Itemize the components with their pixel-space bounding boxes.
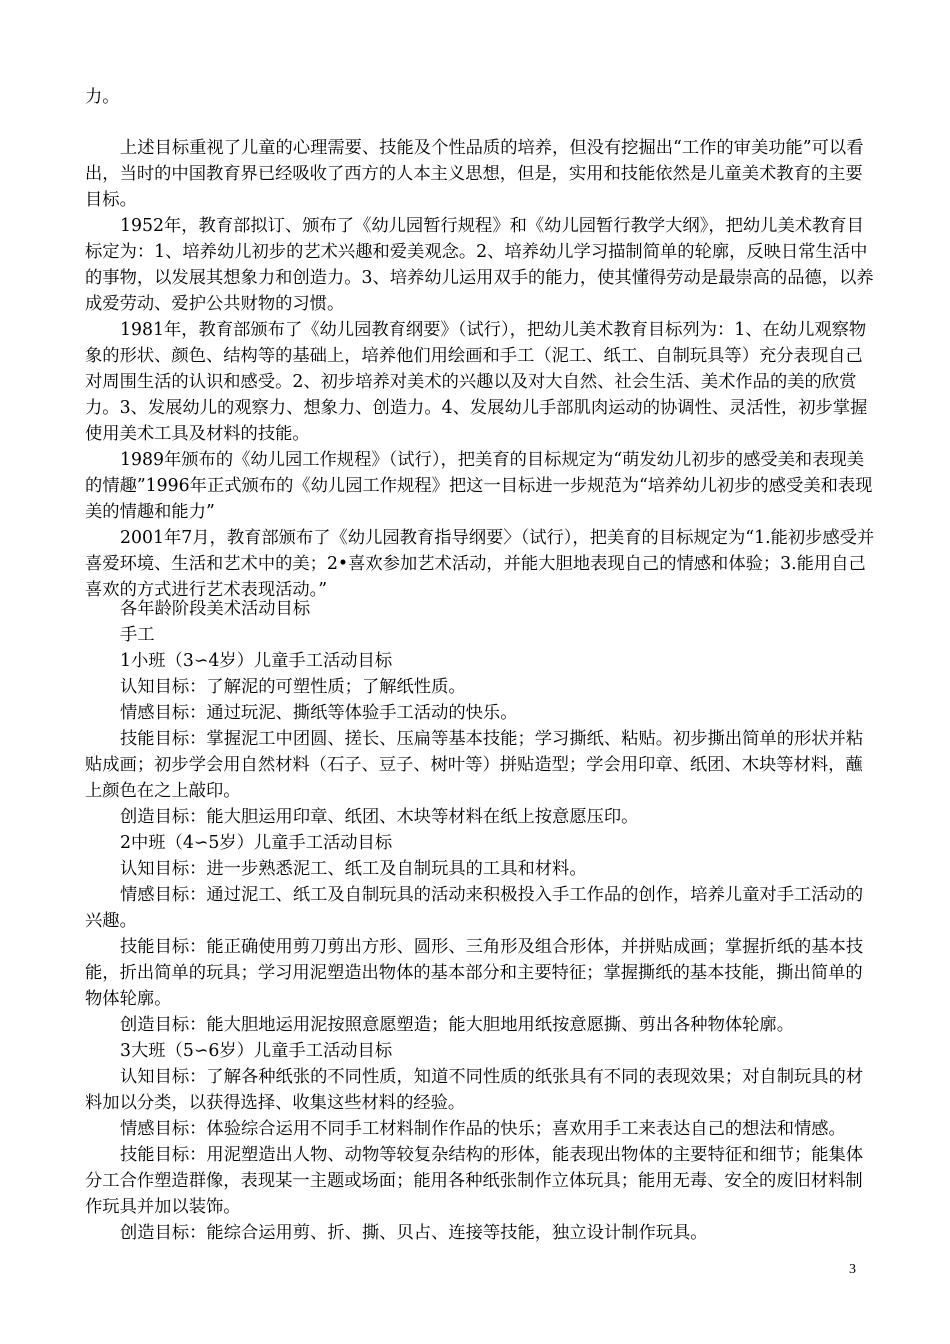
section-title: 各年龄阶段美术活动目标 <box>120 599 311 619</box>
large-class-creative: 创造目标：能综合运用剪、折、撕、贝占、连接等技能，独立设计制作玩具。 <box>120 1223 708 1243</box>
small-class-cognitive: 认知目标：了解泥的可塑性质；了解纸性质。 <box>120 677 466 697</box>
paragraph-continuation: 力。 <box>85 87 120 107</box>
large-class-heading: 3大班（5∽6岁）儿童手工活动目标 <box>120 1041 393 1061</box>
middle-class-emotional: 情感目标：通过泥工、纸工及自制玩具的活动来积极投入手工作品的创作，培养儿童对手工活动的兴趣。 <box>85 885 864 931</box>
small-class-heading: 1小班（3∽4岁）儿童手工活动目标 <box>120 651 393 671</box>
section-subtitle: 手工 <box>120 625 155 645</box>
paragraph-1952: 1952年，教育部拟订、颁布了《幼儿园暂行规程》和《幼儿园暂行教学大纲》，把幼儿美术教育目标定为：1、培养幼儿初步的艺术兴趣和爱美观念。2、培养幼儿学习描制简单的轮廓，反映日常生活中的事物，以发展其想象力和创造力。3、培养幼儿运用双手的能力，使其懂得劳动是最崇高的品德，以养成爱劳动、爱护公共财物的习惯。 <box>85 216 874 314</box>
middle-class-cognitive: 认知目标：进一步熟悉泥工、纸工及自制玩具的工具和材料。 <box>120 859 587 879</box>
small-class-creative: 创造目标：能大胆运用印章、纸团、木块等材料在纸上按意愿压印。 <box>120 807 639 827</box>
middle-class-creative: 创造目标：能大胆地运用泥按照意愿塑造；能大胆地用纸按意愿撕、剪出各种物体轮廓。 <box>120 1015 794 1035</box>
small-class-emotional: 情感目标：通过玩泥、撕纸等体验手工活动的快乐。 <box>120 703 518 723</box>
middle-class-skill: 技能目标：能正确使用剪刀剪出方形、圆形、三角形及组合形体，并拼贴成画；掌握折纸的基本技能，折出简单的玩具；学习用泥塑造出物体的基本部分和主要特征；掌握撕纸的基本技能，撕出简单的物体轮廓。 <box>85 937 864 1009</box>
large-class-emotional: 情感目标：体验综合运用不同手工材料制作作品的快乐；喜欢用手工来表达自己的想法和情感。 <box>120 1119 846 1139</box>
paragraph-1989: 1989年颁布的《幼儿园工作规程》（试行），把美育的目标规定为“萌发幼儿初步的感受美和表现美的情趣”1996年正式颁布的《幼儿园工作规程》把这一目标进一步规范为“培养幼儿初步的感受美和表现美的情趣和能力” <box>85 450 873 522</box>
page-number: 3 <box>849 1262 856 1277</box>
middle-class-heading: 2中班（4∽5岁）儿童手工活动目标 <box>120 833 393 853</box>
paragraph-1981: 1981年，教育部颁布了《幼儿园教育纲要》（试行），把幼儿美术教育目标列为：1、在幼儿观察物象的形状、颜色、结构等的基础上，培养他们用绘画和手工（泥工、纸工、自制玩具等）充分表现自己对周围生活的认识和感受。2、初步培养对美术的兴趣以及对大自然、社会生活、美术作品的美的欣赏力。3、发展幼儿的观察力、想象力、创造力。4、发展幼儿手部肌肉运动的协调性、灵活性，初步掌握使用美术工具及材料的技能。 <box>85 320 868 444</box>
large-class-skill: 技能目标：用泥塑造出人物、动物等较复杂结构的形体，能表现出物体的主要特征和细节；能集体分工合作塑造群像，表现某一主题或场面；能用各种纸张制作立体玩具；能用无毒、安全的废旧材料制作玩具并加以装饰。 <box>85 1145 864 1217</box>
paragraph-summary: 上述目标重视了儿童的心理需要、技能及个性品质的培养，但没有挖掘出“工作的审美功能”可以看出，当时的中国教育界已经吸收了西方的人本主义思想，但是，实用和技能依然是儿童美术教育的主要目标。 <box>85 138 864 210</box>
large-class-cognitive: 认知目标：了解各种纸张的不同性质，知道不同性质的纸张具有不同的表现效果；对自制玩具的材料加以分类，以获得选择、收集这些材料的经验。 <box>85 1067 864 1113</box>
age-goals-section <box>85 596 877 1246</box>
small-class-skill: 技能目标：掌握泥工中团圆、搓长、压扁等基本技能；学习撕纸、粘贴。初步撕出简单的形状并粘贴成画；初步学会用自然材料（石子、豆子、树叶等）拼贴造型；学会用印章、纸团、木块等材料，蘸上颜色在之上敲印。 <box>85 729 864 801</box>
intro-section <box>85 84 877 603</box>
paragraph-2001: 2001年7月，教育部颁布了《幼儿园教育指导纲要〉（试行），把美育的目标规定为“1.能初步感受并喜爱环境、生活和艺术中的美；2•喜欢参加艺术活动，并能大胆地表现自己的情感和体验；3.能用自己喜欢的方式进行艺术表现活动。” <box>85 528 875 600</box>
